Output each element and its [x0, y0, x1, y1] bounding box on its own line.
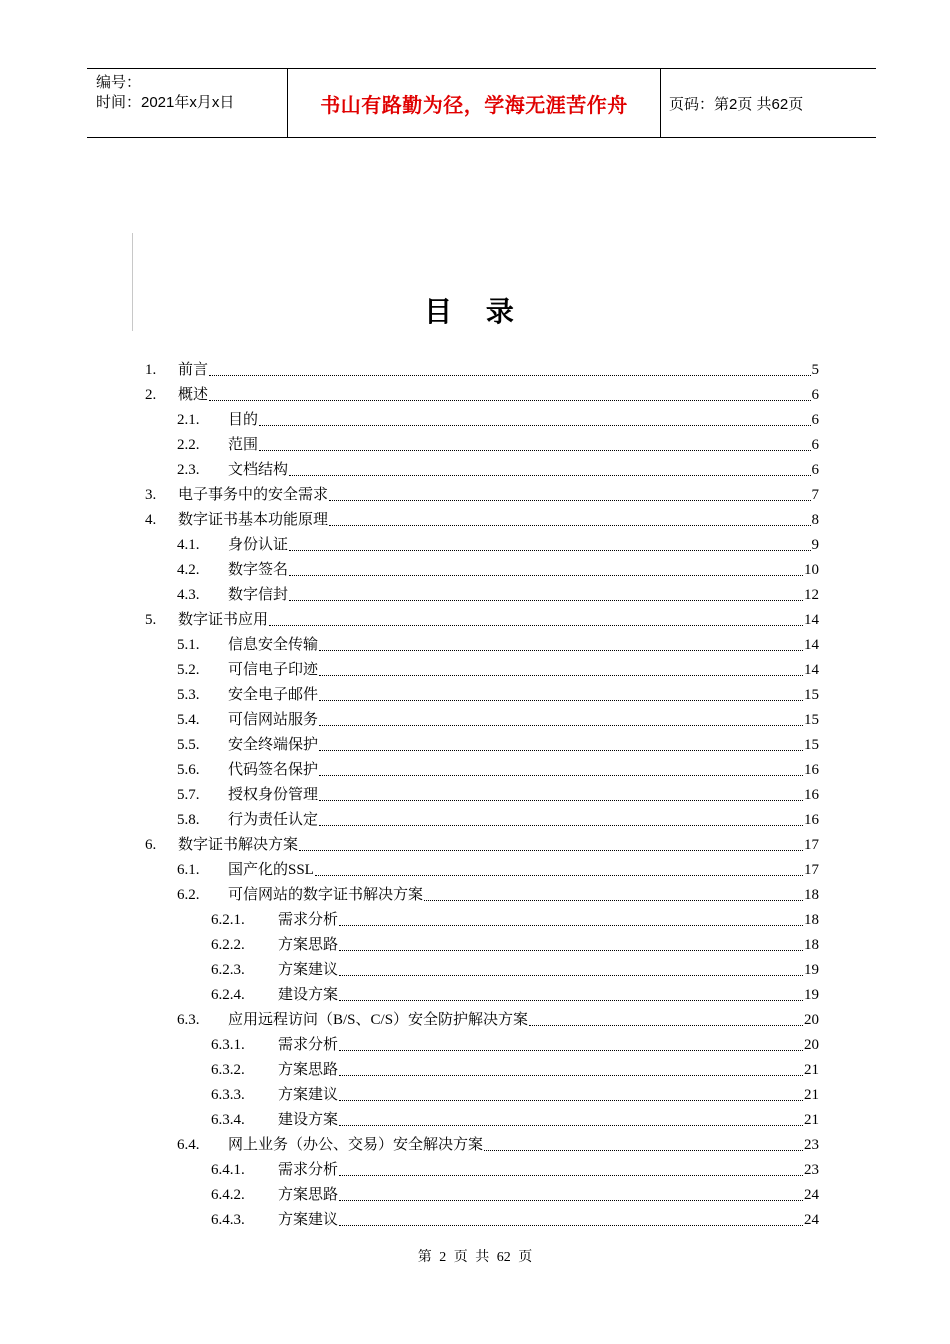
- toc-entry-number: 6.3.1.: [211, 1037, 245, 1053]
- toc-entry-page: 23: [804, 1137, 819, 1153]
- toc-entry-title: 方案思路: [278, 937, 339, 953]
- toc-dot-leader: [339, 1100, 803, 1101]
- toc-entry-title: 目的: [228, 412, 259, 428]
- toc-entry-number: 3.: [145, 487, 157, 503]
- page-header: [87, 68, 876, 138]
- toc-entry-page: 24: [804, 1212, 819, 1228]
- toc-entry-title: 电子事务中的安全需求: [178, 487, 329, 503]
- toc-entry-page: 17: [804, 837, 819, 853]
- toc-entry[interactable]: [177, 758, 819, 783]
- toc-entry-title: 数字签名: [228, 562, 289, 578]
- toc-entry-page: 20: [804, 1012, 819, 1028]
- toc-entry-title: 国产化的SSL: [228, 862, 314, 878]
- toc-entry-number: 4.2.: [177, 562, 200, 578]
- toc-entry-page: 21: [804, 1087, 819, 1103]
- toc-dot-leader: [319, 800, 803, 801]
- toc-dot-leader: [319, 725, 803, 726]
- toc-dot-leader: [319, 700, 803, 701]
- toc-entry[interactable]: [177, 433, 819, 458]
- toc-entry-page: 8: [811, 512, 819, 528]
- toc-entry-number: 6.2.: [177, 887, 200, 903]
- toc-entry-page: 15: [804, 712, 819, 728]
- toc-dot-leader: [319, 650, 803, 651]
- toc-entry-title: 代码签名保护: [228, 762, 319, 778]
- toc-entry-page: 15: [804, 737, 819, 753]
- toc-entry[interactable]: [177, 708, 819, 733]
- toc-dot-leader: [339, 950, 803, 951]
- toc-dot-leader: [339, 1050, 803, 1051]
- toc-entry-number: 6.2.2.: [211, 937, 245, 953]
- toc-entry-number: 6.3.3.: [211, 1087, 245, 1103]
- toc-entry-page: 17: [804, 862, 819, 878]
- toc-dot-leader: [329, 500, 810, 501]
- toc-entry-title: 需求分析: [278, 1037, 339, 1053]
- toc-entry-page: 6: [811, 437, 819, 453]
- toc-entry-number: 1.: [145, 362, 157, 378]
- toc-entry-number: 4.: [145, 512, 157, 528]
- toc-entry[interactable]: [211, 933, 819, 958]
- toc-dot-leader: [529, 1025, 803, 1026]
- toc-entry-page: 16: [804, 812, 819, 828]
- document-time-label: 时间：2021年x月x日: [96, 94, 235, 111]
- toc-entry[interactable]: [211, 1033, 819, 1058]
- toc-entry-page: 16: [804, 787, 819, 803]
- toc-entry-number: 5.4.: [177, 712, 200, 728]
- toc-entry[interactable]: [177, 408, 819, 433]
- toc-entry-title: 概述: [178, 387, 209, 403]
- toc-entry-number: 6.2.1.: [211, 912, 245, 928]
- toc-entry[interactable]: [211, 908, 819, 933]
- toc-entry-title: 范围: [228, 437, 259, 453]
- toc-entry-page: 9: [811, 537, 819, 553]
- toc-entry[interactable]: [177, 858, 819, 883]
- toc-entry-page: 21: [804, 1112, 819, 1128]
- toc-entry-number: 4.1.: [177, 537, 200, 553]
- toc-dot-leader: [339, 1175, 803, 1176]
- toc-entry-number: 5.: [145, 612, 157, 628]
- toc-dot-leader: [484, 1150, 803, 1151]
- toc-entry[interactable]: [177, 533, 819, 558]
- toc-entry[interactable]: [145, 508, 819, 533]
- toc-entry-page: 15: [804, 687, 819, 703]
- toc-entry[interactable]: [211, 958, 819, 983]
- toc-entry-number: 2.: [145, 387, 157, 403]
- toc-entry-number: 5.7.: [177, 787, 200, 803]
- toc-entry-page: 6: [811, 412, 819, 428]
- toc-entry-title: 可信网站的数字证书解决方案: [228, 887, 424, 903]
- toc-entry-number: 6.4.3.: [211, 1212, 245, 1228]
- toc-entry-number: 4.3.: [177, 587, 200, 603]
- toc-dot-leader: [259, 425, 810, 426]
- toc-entry[interactable]: [177, 658, 819, 683]
- toc-entry[interactable]: [211, 1208, 819, 1233]
- toc-entry[interactable]: [177, 458, 819, 483]
- toc-dot-leader: [319, 750, 803, 751]
- toc-dot-leader: [269, 625, 803, 626]
- toc-entry-title: 数字证书解决方案: [178, 837, 299, 853]
- toc-entry-page: 18: [804, 912, 819, 928]
- toc-dot-leader: [339, 1125, 803, 1126]
- header-meta: [87, 69, 288, 137]
- toc-entry-page: 14: [804, 637, 819, 653]
- toc-entry-page: 16: [804, 762, 819, 778]
- document-number-label: 编号：: [96, 74, 142, 91]
- toc-entry[interactable]: [177, 633, 819, 658]
- toc-entry-page: 21: [804, 1062, 819, 1078]
- toc-entry-page: 7: [811, 487, 819, 503]
- toc-entry-page: 24: [804, 1187, 819, 1203]
- toc-entry-title: 方案建议: [278, 962, 339, 978]
- toc-entry-title: 文档结构: [228, 462, 289, 478]
- toc-entry-title: 前言: [178, 362, 209, 378]
- toc-dot-leader: [339, 1225, 803, 1226]
- toc-dot-leader: [339, 975, 803, 976]
- toc-dot-leader: [319, 825, 803, 826]
- toc-entry-title: 应用远程访问（B/S、C/S）安全防护解决方案: [228, 1012, 529, 1028]
- toc-entry[interactable]: [145, 383, 819, 408]
- toc-entry-page: 14: [804, 612, 819, 628]
- toc-entry-title: 信息安全传输: [228, 637, 319, 653]
- toc-entry-page: 6: [811, 462, 819, 478]
- toc-dot-leader: [424, 900, 803, 901]
- toc-entry[interactable]: [211, 1108, 819, 1133]
- toc-dot-leader: [289, 475, 810, 476]
- toc-dot-leader: [315, 875, 803, 876]
- toc-dot-leader: [289, 600, 803, 601]
- toc-dot-leader: [299, 850, 803, 851]
- toc-dot-leader: [329, 525, 810, 526]
- toc-entry-number: 5.6.: [177, 762, 200, 778]
- toc-dot-leader: [339, 925, 803, 926]
- toc-entry[interactable]: [145, 483, 819, 508]
- toc-entry-number: 6.4.: [177, 1137, 200, 1153]
- toc-entry-page: 12: [804, 587, 819, 603]
- toc-entry-title: 数字证书应用: [178, 612, 269, 628]
- toc-entry[interactable]: [145, 833, 819, 858]
- toc-entry-page: 19: [804, 987, 819, 1003]
- toc-entry[interactable]: [177, 883, 819, 908]
- toc-dot-leader: [319, 775, 803, 776]
- toc-dot-leader: [209, 375, 810, 376]
- toc-entry-number: 2.2.: [177, 437, 200, 453]
- toc-entry-page: 5: [811, 362, 819, 378]
- toc-entry-page: 6: [811, 387, 819, 403]
- toc-dot-leader: [259, 450, 810, 451]
- toc-entry-title: 需求分析: [278, 912, 339, 928]
- toc-entry[interactable]: [177, 583, 819, 608]
- toc-dot-leader: [339, 1200, 803, 1201]
- page-footer: 第 2 页 共 62 页: [417, 1250, 533, 1265]
- toc-entry-title: 授权身份管理: [228, 787, 319, 803]
- toc-entry-title: 方案思路: [278, 1062, 339, 1078]
- toc-entry-number: 5.2.: [177, 662, 200, 678]
- toc-entry[interactable]: [177, 733, 819, 758]
- toc-entry-number: 5.5.: [177, 737, 200, 753]
- toc-entry-number: 6.4.1.: [211, 1162, 245, 1178]
- toc-entry[interactable]: [211, 1158, 819, 1183]
- toc-entry-title: 建设方案: [278, 1112, 339, 1128]
- toc-entry-title: 方案思路: [278, 1187, 339, 1203]
- toc-dot-leader: [339, 1000, 803, 1001]
- toc-entry-number: 6.4.2.: [211, 1187, 245, 1203]
- toc-entry-number: 6.2.4.: [211, 987, 245, 1003]
- toc-entry[interactable]: [177, 558, 819, 583]
- toc-entry-title: 可信网站服务: [228, 712, 319, 728]
- toc-entry[interactable]: [145, 358, 819, 383]
- toc-entry[interactable]: [177, 783, 819, 808]
- toc-entry-title: 需求分析: [278, 1162, 339, 1178]
- toc-entry-title: 数字证书基本功能原理: [178, 512, 329, 528]
- toc-dot-leader: [289, 550, 810, 551]
- toc-entry[interactable]: [177, 808, 819, 833]
- header-motto-cell: [288, 69, 661, 137]
- toc-entry-title: 建设方案: [278, 987, 339, 1003]
- toc-entry[interactable]: [145, 608, 819, 633]
- toc-entry-page: 10: [804, 562, 819, 578]
- toc-entry-page: 23: [804, 1162, 819, 1178]
- toc-entry-title: 安全终端保护: [228, 737, 319, 753]
- toc-entry-title: 方案建议: [278, 1212, 339, 1228]
- header-page-info: 页码：第2页 共62页: [669, 95, 804, 113]
- page-title: 目 录: [424, 295, 526, 328]
- toc-entry-number: 2.1.: [177, 412, 200, 428]
- toc-entry-title: 数字信封: [228, 587, 289, 603]
- toc-entry[interactable]: [177, 1008, 819, 1033]
- toc-entry-number: 6.1.: [177, 862, 200, 878]
- toc-entry-page: 14: [804, 662, 819, 678]
- toc-entry-title: 网上业务（办公、交易）安全解决方案: [228, 1137, 484, 1153]
- toc-dot-leader: [339, 1075, 803, 1076]
- toc-entry-number: 5.3.: [177, 687, 200, 703]
- toc-entry[interactable]: [211, 1058, 819, 1083]
- toc-entry[interactable]: [211, 1183, 819, 1208]
- toc-entry-page: 18: [804, 937, 819, 953]
- toc-entry-number: 6.3.4.: [211, 1112, 245, 1128]
- toc-entry[interactable]: [177, 683, 819, 708]
- toc-entry-title: 身份认证: [228, 537, 289, 553]
- toc-entry-number: 5.1.: [177, 637, 200, 653]
- toc-entry-page: 20: [804, 1037, 819, 1053]
- toc-entry-number: 6.2.3.: [211, 962, 245, 978]
- toc-entry-title: 安全电子邮件: [228, 687, 319, 703]
- toc-entry-number: 2.3.: [177, 462, 200, 478]
- toc-entry[interactable]: [177, 1133, 819, 1158]
- toc-entry-number: 6.3.: [177, 1012, 200, 1028]
- toc-dot-leader: [319, 675, 803, 676]
- toc-entry-title: 可信电子印迹: [228, 662, 319, 678]
- toc-entry-page: 19: [804, 962, 819, 978]
- toc-entry-number: 6.: [145, 837, 157, 853]
- header-motto: 书山有路勤为径，学海无涯苦作舟: [320, 92, 628, 117]
- toc-entry-number: 5.8.: [177, 812, 200, 828]
- toc-dot-leader: [209, 400, 810, 401]
- toc-entry-page: 18: [804, 887, 819, 903]
- toc-entry-title: 行为责任认定: [228, 812, 319, 828]
- toc-entry-title: 方案建议: [278, 1087, 339, 1103]
- toc-dot-leader: [289, 575, 803, 576]
- toc-entry[interactable]: [211, 1083, 819, 1108]
- toc-entry-number: 6.3.2.: [211, 1062, 245, 1078]
- toc-entry[interactable]: [211, 983, 819, 1008]
